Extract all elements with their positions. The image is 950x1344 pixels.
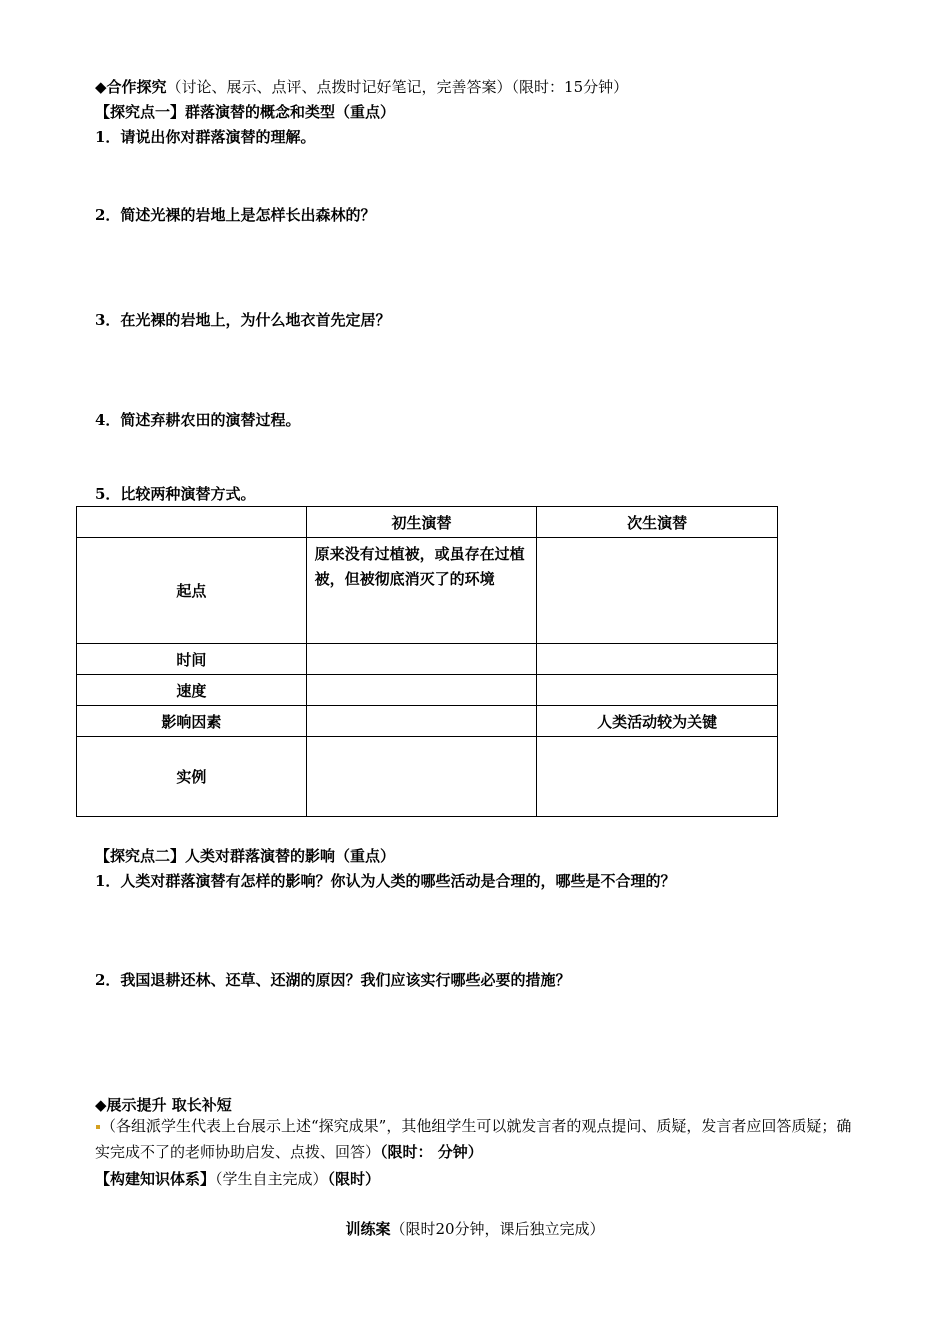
row-label: 实例 xyxy=(77,737,307,817)
knowledge-note: （学生自主完成） xyxy=(215,1170,328,1188)
table-header-blank xyxy=(77,507,307,538)
row-label: 起点 xyxy=(77,538,307,644)
row-secondary-cell xyxy=(537,538,778,644)
row-secondary-cell xyxy=(537,675,778,706)
table-row xyxy=(77,538,778,644)
point1-question-3: 3．在光裸的岩地上，为什么地衣首先定居？ xyxy=(95,311,391,329)
table-row xyxy=(77,737,778,817)
table-header-row xyxy=(77,507,778,538)
training-title: 训练案 xyxy=(345,1220,391,1238)
row-secondary-cell xyxy=(537,737,778,817)
point1-question-1: 1．请说出你对群落演替的理解。 xyxy=(95,128,316,146)
display-body: （各组派学生代表上台展示上述“探究成果”，其他组学生可以就发言者的观点提问、质疑，发言者应回答质疑；确实完成不了的老师协助启发、点拨、回答） xyxy=(95,1117,852,1161)
table-row xyxy=(77,706,778,737)
row-primary-cell xyxy=(306,706,537,737)
coop-note: （讨论、展示、点评、点拨时记好笔记，完善答案）（限时：15分钟） xyxy=(166,78,629,96)
training-heading xyxy=(0,1218,950,1240)
succession-comparison-table xyxy=(76,506,778,817)
row-secondary-cell xyxy=(537,644,778,675)
point2-question-1: 1．人类对群落演替有怎样的影响？你认为人类的哪些活动是合理的，哪些是不合理的？ xyxy=(95,872,676,890)
point2-question-2: 2．我国退耕还林、还草、还湖的原因？我们应该实行哪些必要的措施？ xyxy=(95,971,571,989)
row-primary-cell xyxy=(306,737,537,817)
point1-question-5: 5．比较两种演替方式。 xyxy=(95,485,256,503)
row-primary-cell xyxy=(306,675,537,706)
row-primary-cell: 原来没有过植被，或虽存在过植被，但被彻底消灭了的环境 xyxy=(306,538,537,644)
coop-heading xyxy=(95,76,628,98)
row-primary-cell xyxy=(306,644,537,675)
point2-heading xyxy=(95,845,395,867)
point1-question-4: 4．简述弃耕农田的演替过程。 xyxy=(95,411,301,429)
point2-tag: 【探究点二】 xyxy=(95,847,186,865)
training-note: （限时20分钟，课后独立完成） xyxy=(390,1220,605,1238)
row-label: 影响因素 xyxy=(77,706,307,737)
knowledge-limit: （限时） xyxy=(327,1170,381,1188)
table-header-secondary: 次生演替 xyxy=(537,507,778,538)
knowledge-heading xyxy=(95,1168,380,1190)
row-label: 时间 xyxy=(77,644,307,675)
table-header-primary: 初生演替 xyxy=(306,507,537,538)
display-limit: （限时： 分钟） xyxy=(380,1143,483,1161)
display-paragraph xyxy=(95,1113,865,1165)
highlight-mark-icon xyxy=(96,1125,100,1129)
knowledge-title: 【构建知识体系】 xyxy=(95,1170,216,1188)
point1-title: 群落演替的概念和类型（重点） xyxy=(185,103,396,121)
coop-title: ◆合作探究 xyxy=(95,78,167,96)
point1-tag: 【探究点一】 xyxy=(95,103,186,121)
display-heading: ◆展示提升 取长补短 xyxy=(95,1096,232,1114)
row-secondary-cell: 人类活动较为关键 xyxy=(537,706,778,737)
point2-title: 人类对群落演替的影响（重点） xyxy=(185,847,396,865)
table-row xyxy=(77,644,778,675)
point1-question-2: 2．简述光裸的岩地上是怎样长出森林的？ xyxy=(95,206,376,224)
row-label: 速度 xyxy=(77,675,307,706)
table-row xyxy=(77,675,778,706)
point1-heading xyxy=(95,101,395,123)
